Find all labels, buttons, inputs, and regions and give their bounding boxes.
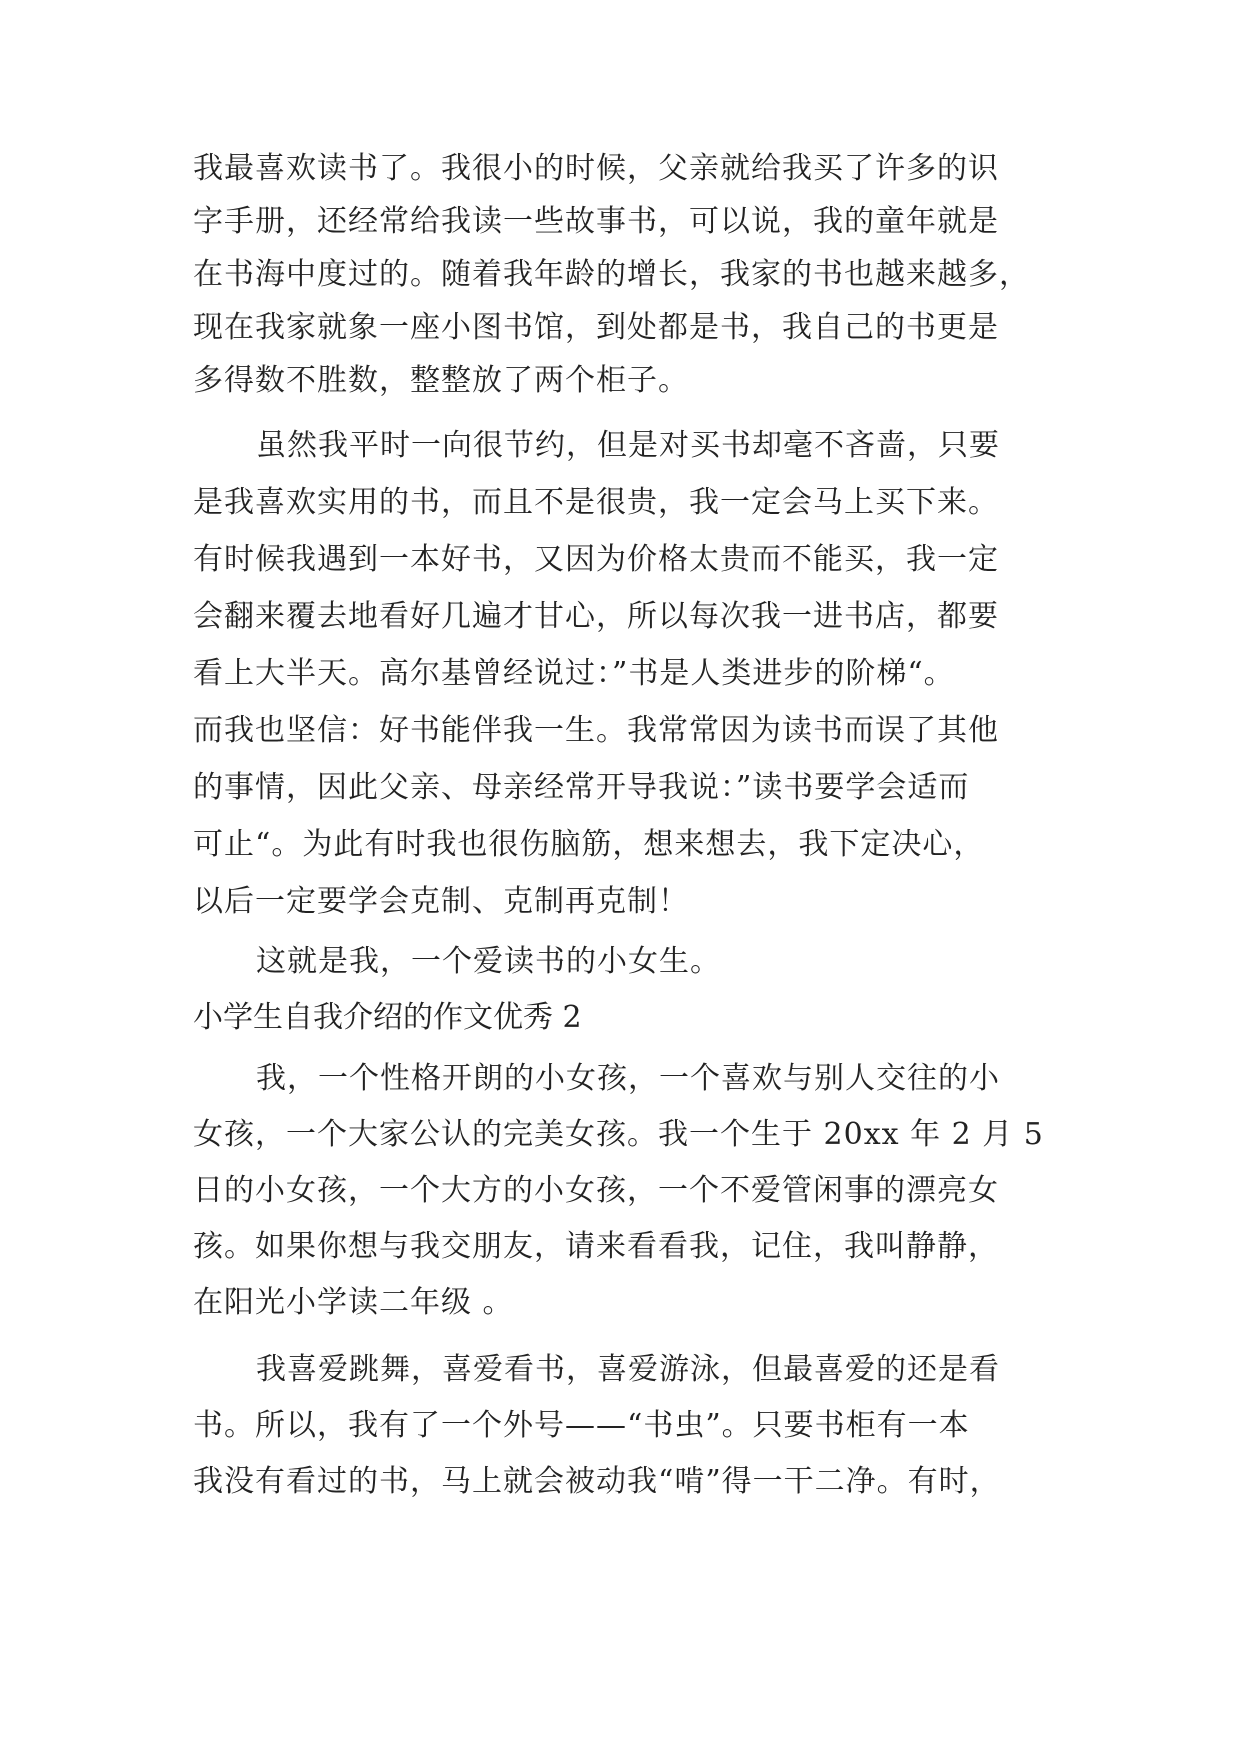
paragraph-line: 而我也坚信：好书能伴我一生。我常常因为读书而误了其他 [193,713,999,748]
paragraph-line: 虽然我平时一向很节约，但是对买书却毫不吝啬，只要 [256,428,1000,463]
paragraph-line: 多得数不胜数，整整放了两个柜子。 [193,363,689,398]
paragraph-line: 是我喜欢实用的书，而且不是很贵，我一定会马上买下来。 [193,485,999,520]
paragraph-line: 在阳光小学读二年级 。 [193,1285,514,1320]
paragraph-line: 日的小女孩，一个大方的小女孩，一个不爱管闲事的漂亮女 [193,1173,999,1208]
paragraph-line: 以后一定要学会克制、克制再克制！ [193,884,689,919]
paragraph-line: 这就是我，一个爱读书的小女生。 [256,944,721,979]
section-heading: 小学生自我介绍的作文优秀 2 [193,1000,582,1035]
paragraph-line: 可止“。为此有时我也很伤脑筋，想来想去，我下定决心， [193,827,985,862]
paragraph-line: 有时候我遇到一本好书，又因为价格太贵而不能买，我一定 [193,542,999,577]
paragraph-line: 字手册，还经常给我读一些故事书，可以说，我的童年就是 [193,204,999,239]
paragraph-line: 书。所以，我有了一个外号——“书虫”。只要书柜有一本 [193,1408,970,1443]
paragraph-line: 看上大半天。高尔基曾经说过：”书是人类进步的阶梯“。 [193,656,955,691]
paragraph-line: 在书海中度过的。随着我年龄的增长，我家的书也越来越多， [193,257,1030,292]
paragraph-line: 会翻来覆去地看好几遍才甘心，所以每次我一进书店，都要 [193,599,999,634]
paragraph-line: 我，一个性格开朗的小女孩，一个喜欢与别人交往的小 [256,1061,1000,1096]
paragraph-line: 的事情，因此父亲、母亲经常开导我说：”读书要学会适而 [193,770,970,805]
paragraph-line: 女孩，一个大家公认的完美女孩。我一个生于 20xx 年 2 月 5 [193,1117,1044,1152]
paragraph-line: 我没有看过的书，马上就会被动我“啃”得一干二净。有时， [193,1464,1001,1499]
paragraph-line: 孩。如果你想与我交朋友，请来看看我，记住，我叫静静， [193,1229,999,1264]
paragraph-line: 我最喜欢读书了。我很小的时候，父亲就给我买了许多的识 [193,151,999,186]
paragraph-line: 现在我家就象一座小图书馆，到处都是书，我自己的书更是 [193,310,999,345]
paragraph-line: 我喜爱跳舞，喜爱看书，喜爱游泳，但最喜爱的还是看 [256,1352,1000,1387]
